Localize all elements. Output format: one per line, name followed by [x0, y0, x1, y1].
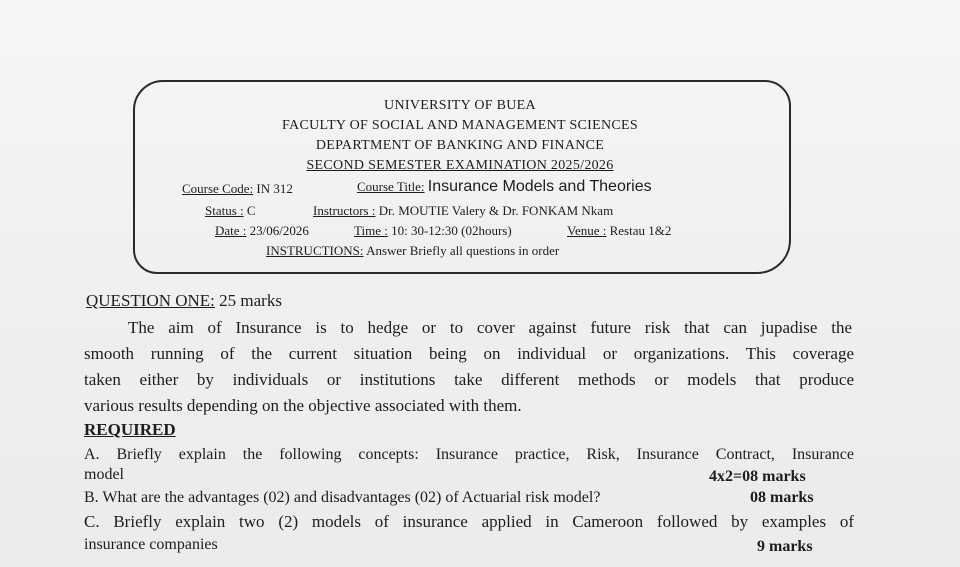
date-label: Date :	[215, 223, 247, 238]
status-label: Status :	[205, 203, 244, 218]
date-value: 23/06/2026	[249, 223, 309, 238]
item-c-line-1: C. Briefly explain two (2) models of insurance applied in Cameroon followed by examples of	[84, 512, 854, 531]
instructors-value: Dr. MOUTIE Valery & Dr. FONKAM Nkam	[378, 203, 614, 218]
intro-line-1: The aim of Insurance is to hedge or to cover against future risk that can jupadise the	[128, 318, 852, 337]
item-a-line-1: A. Briefly explain the following concepts: Insurance practice, Risk, Insurance Contract, Insurance	[84, 446, 854, 463]
time-label: Time :	[354, 223, 388, 238]
question-marks: 25 marks	[219, 291, 282, 310]
exam-title: SECOND SEMESTER EXAMINATION 2025/2026	[306, 158, 614, 173]
instructors-row	[313, 203, 613, 219]
item-a-line-2: model	[84, 466, 124, 483]
intro-line-3: taken either by individuals or institutions take different methods or models that produce	[84, 370, 854, 389]
required-heading: REQUIRED	[84, 420, 176, 439]
course-code-row	[182, 181, 293, 197]
time-row	[354, 223, 512, 239]
venue-label: Venue :	[567, 223, 607, 238]
course-title: Insurance Models and Theories	[427, 178, 652, 195]
instructions-label: INSTRUCTIONS:	[266, 243, 364, 258]
course-code: IN 312	[256, 181, 293, 196]
status-value: C	[246, 203, 256, 218]
status-row	[205, 203, 256, 219]
faculty-name: FACULTY OF SOCIAL AND MANAGEMENT SCIENCES	[282, 118, 638, 133]
instructors-label: Instructors :	[313, 203, 376, 218]
instructions-row	[266, 243, 559, 259]
item-b-marks: 08 marks	[750, 489, 814, 506]
item-a-marks: 4x2=08 marks	[709, 468, 806, 485]
question-title: QUESTION ONE:	[86, 291, 215, 310]
item-b-line-1: B. What are the advantages (02) and disadvantages (02) of Actuarial risk model?	[84, 489, 601, 506]
date-row	[215, 223, 309, 239]
time-value: 10: 30-12:30 (02hours)	[391, 223, 512, 238]
venue-row	[567, 223, 671, 239]
intro-line-2: smooth running of the current situation being on individual or organizations. This coverage	[84, 344, 854, 363]
instructions-text: Answer Briefly all questions in order	[366, 243, 560, 258]
course-code-label: Course Code:	[182, 181, 254, 196]
intro-line-4: various results depending on the objective associated with them.	[84, 396, 522, 415]
course-title-label: Course Title:	[357, 179, 425, 194]
venue-value: Restau 1&2	[609, 223, 672, 238]
department-name: DEPARTMENT OF BANKING AND FINANCE	[315, 138, 605, 153]
item-c-marks: 9 marks	[757, 538, 813, 555]
university-name: UNIVERSITY OF BUEA	[384, 98, 536, 113]
item-c-line-2: insurance companies	[84, 536, 218, 553]
course-title-row	[357, 178, 652, 196]
question-heading	[86, 291, 282, 311]
